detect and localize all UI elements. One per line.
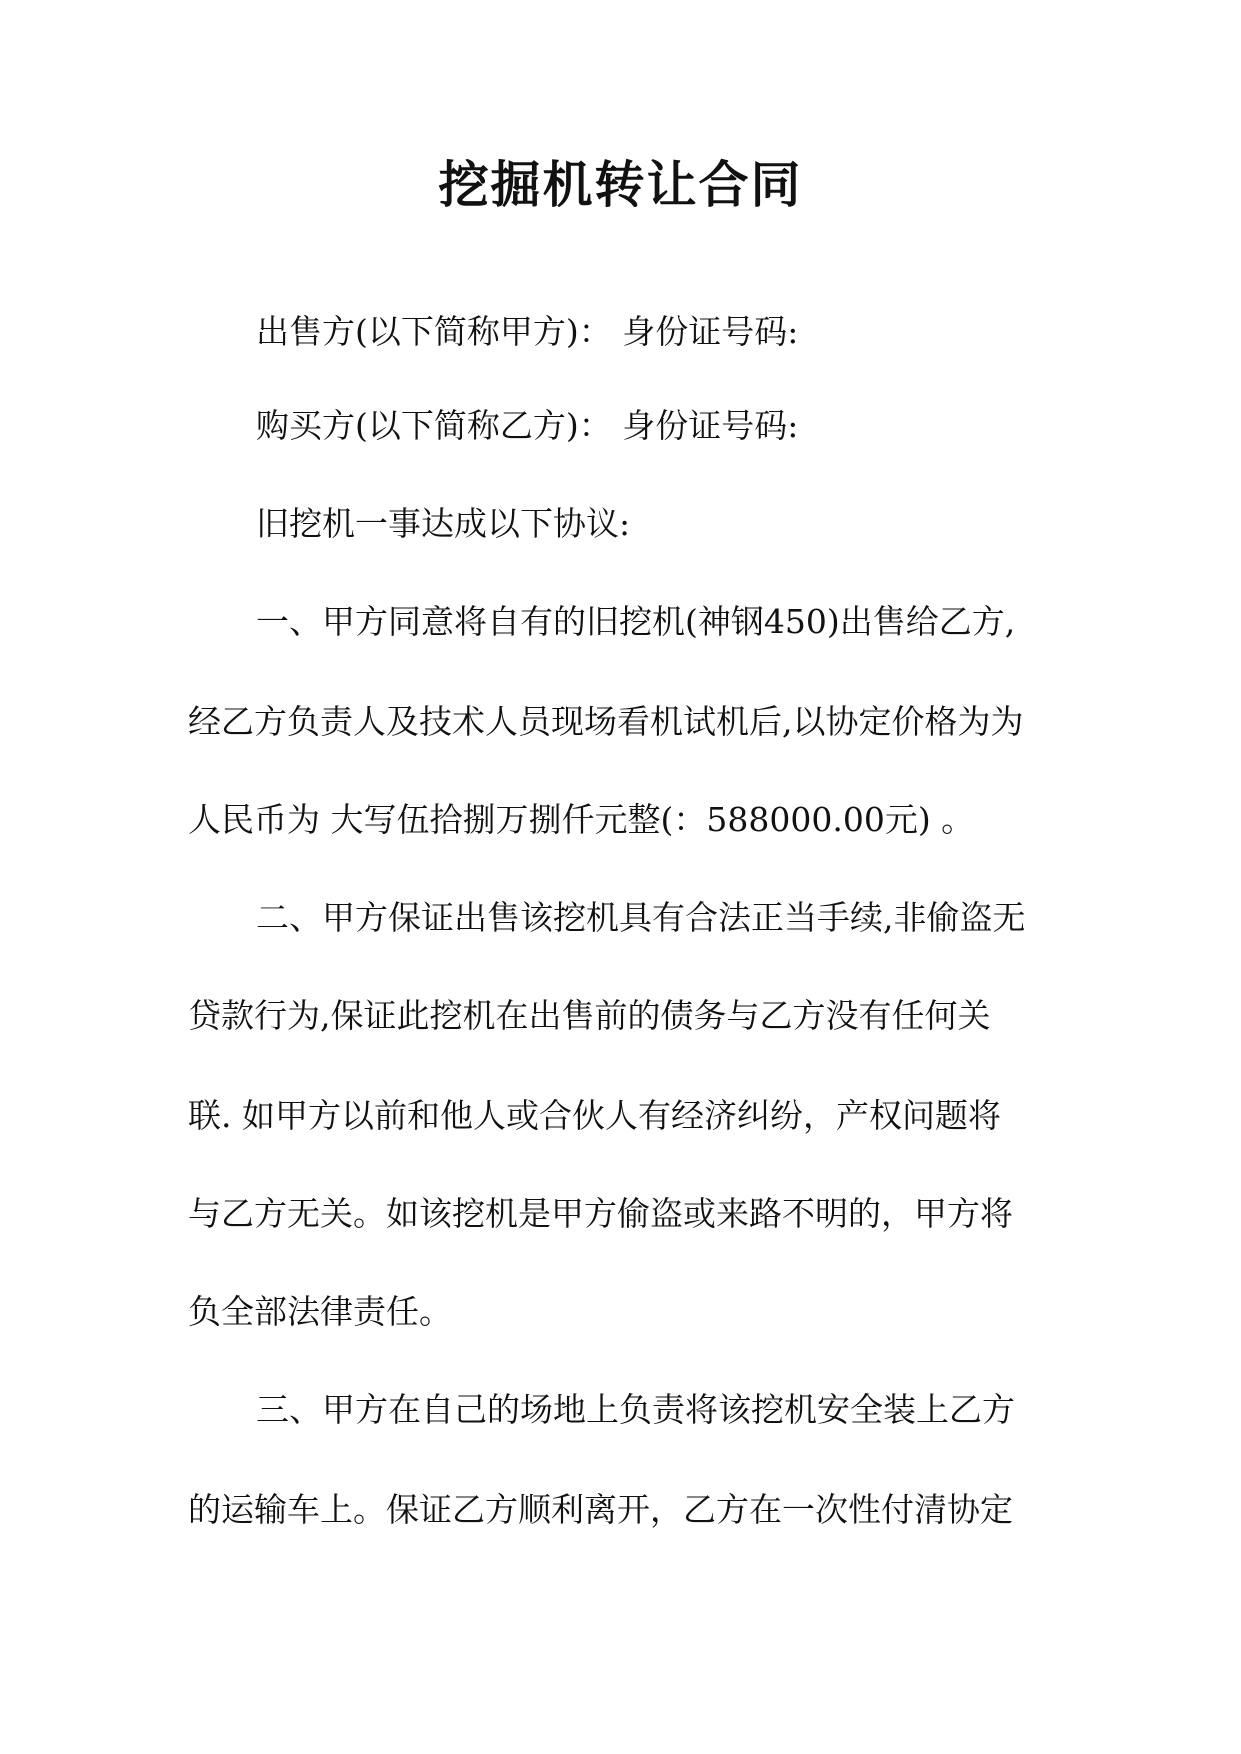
clause-3-line-2: 的运输车上。保证乙方顺利离开，乙方在一次性付清协定	[188, 1490, 1013, 1529]
clause-1-line-3: 人民币为 大写伍拾捌万捌仟元整(：588000.00元) 。	[188, 800, 975, 839]
clause-1-line-1: 一、甲方同意将自有的旧挖机(神钢450)出售给乙方,	[256, 602, 1016, 641]
party-a-line: 出售方(以下简称甲方)： 身份证号码:	[256, 312, 799, 351]
document-title: 挖掘机转让合同	[438, 156, 803, 214]
clause-1-line-2: 经乙方负责人及技术人员现场看机试机后,以协定价格为为	[188, 702, 1024, 741]
clause-2-line-3: 联. 如甲方以前和他人或合伙人有经济纠纷，产权问题将	[188, 1096, 1001, 1135]
agreement-intro-line: 旧挖机一事达成以下协议:	[256, 504, 631, 543]
clause-2-line-5: 负全部法律责任。	[188, 1292, 452, 1331]
party-b-line: 购买方(以下简称乙方)： 身份证号码:	[256, 406, 799, 445]
clause-3-line-1: 三、甲方在自己的场地上负责将该挖机安全装上乙方	[256, 1390, 1015, 1429]
clause-2-line-4: 与乙方无关。如该挖机是甲方偷盗或来路不明的，甲方将	[188, 1194, 1013, 1233]
clause-2-line-2: 贷款行为,保证此挖机在出售前的债务与乙方没有任何关	[188, 996, 991, 1035]
clause-2-line-1: 二、甲方保证出售该挖机具有合法正当手续,非偷盗无	[256, 898, 1026, 937]
